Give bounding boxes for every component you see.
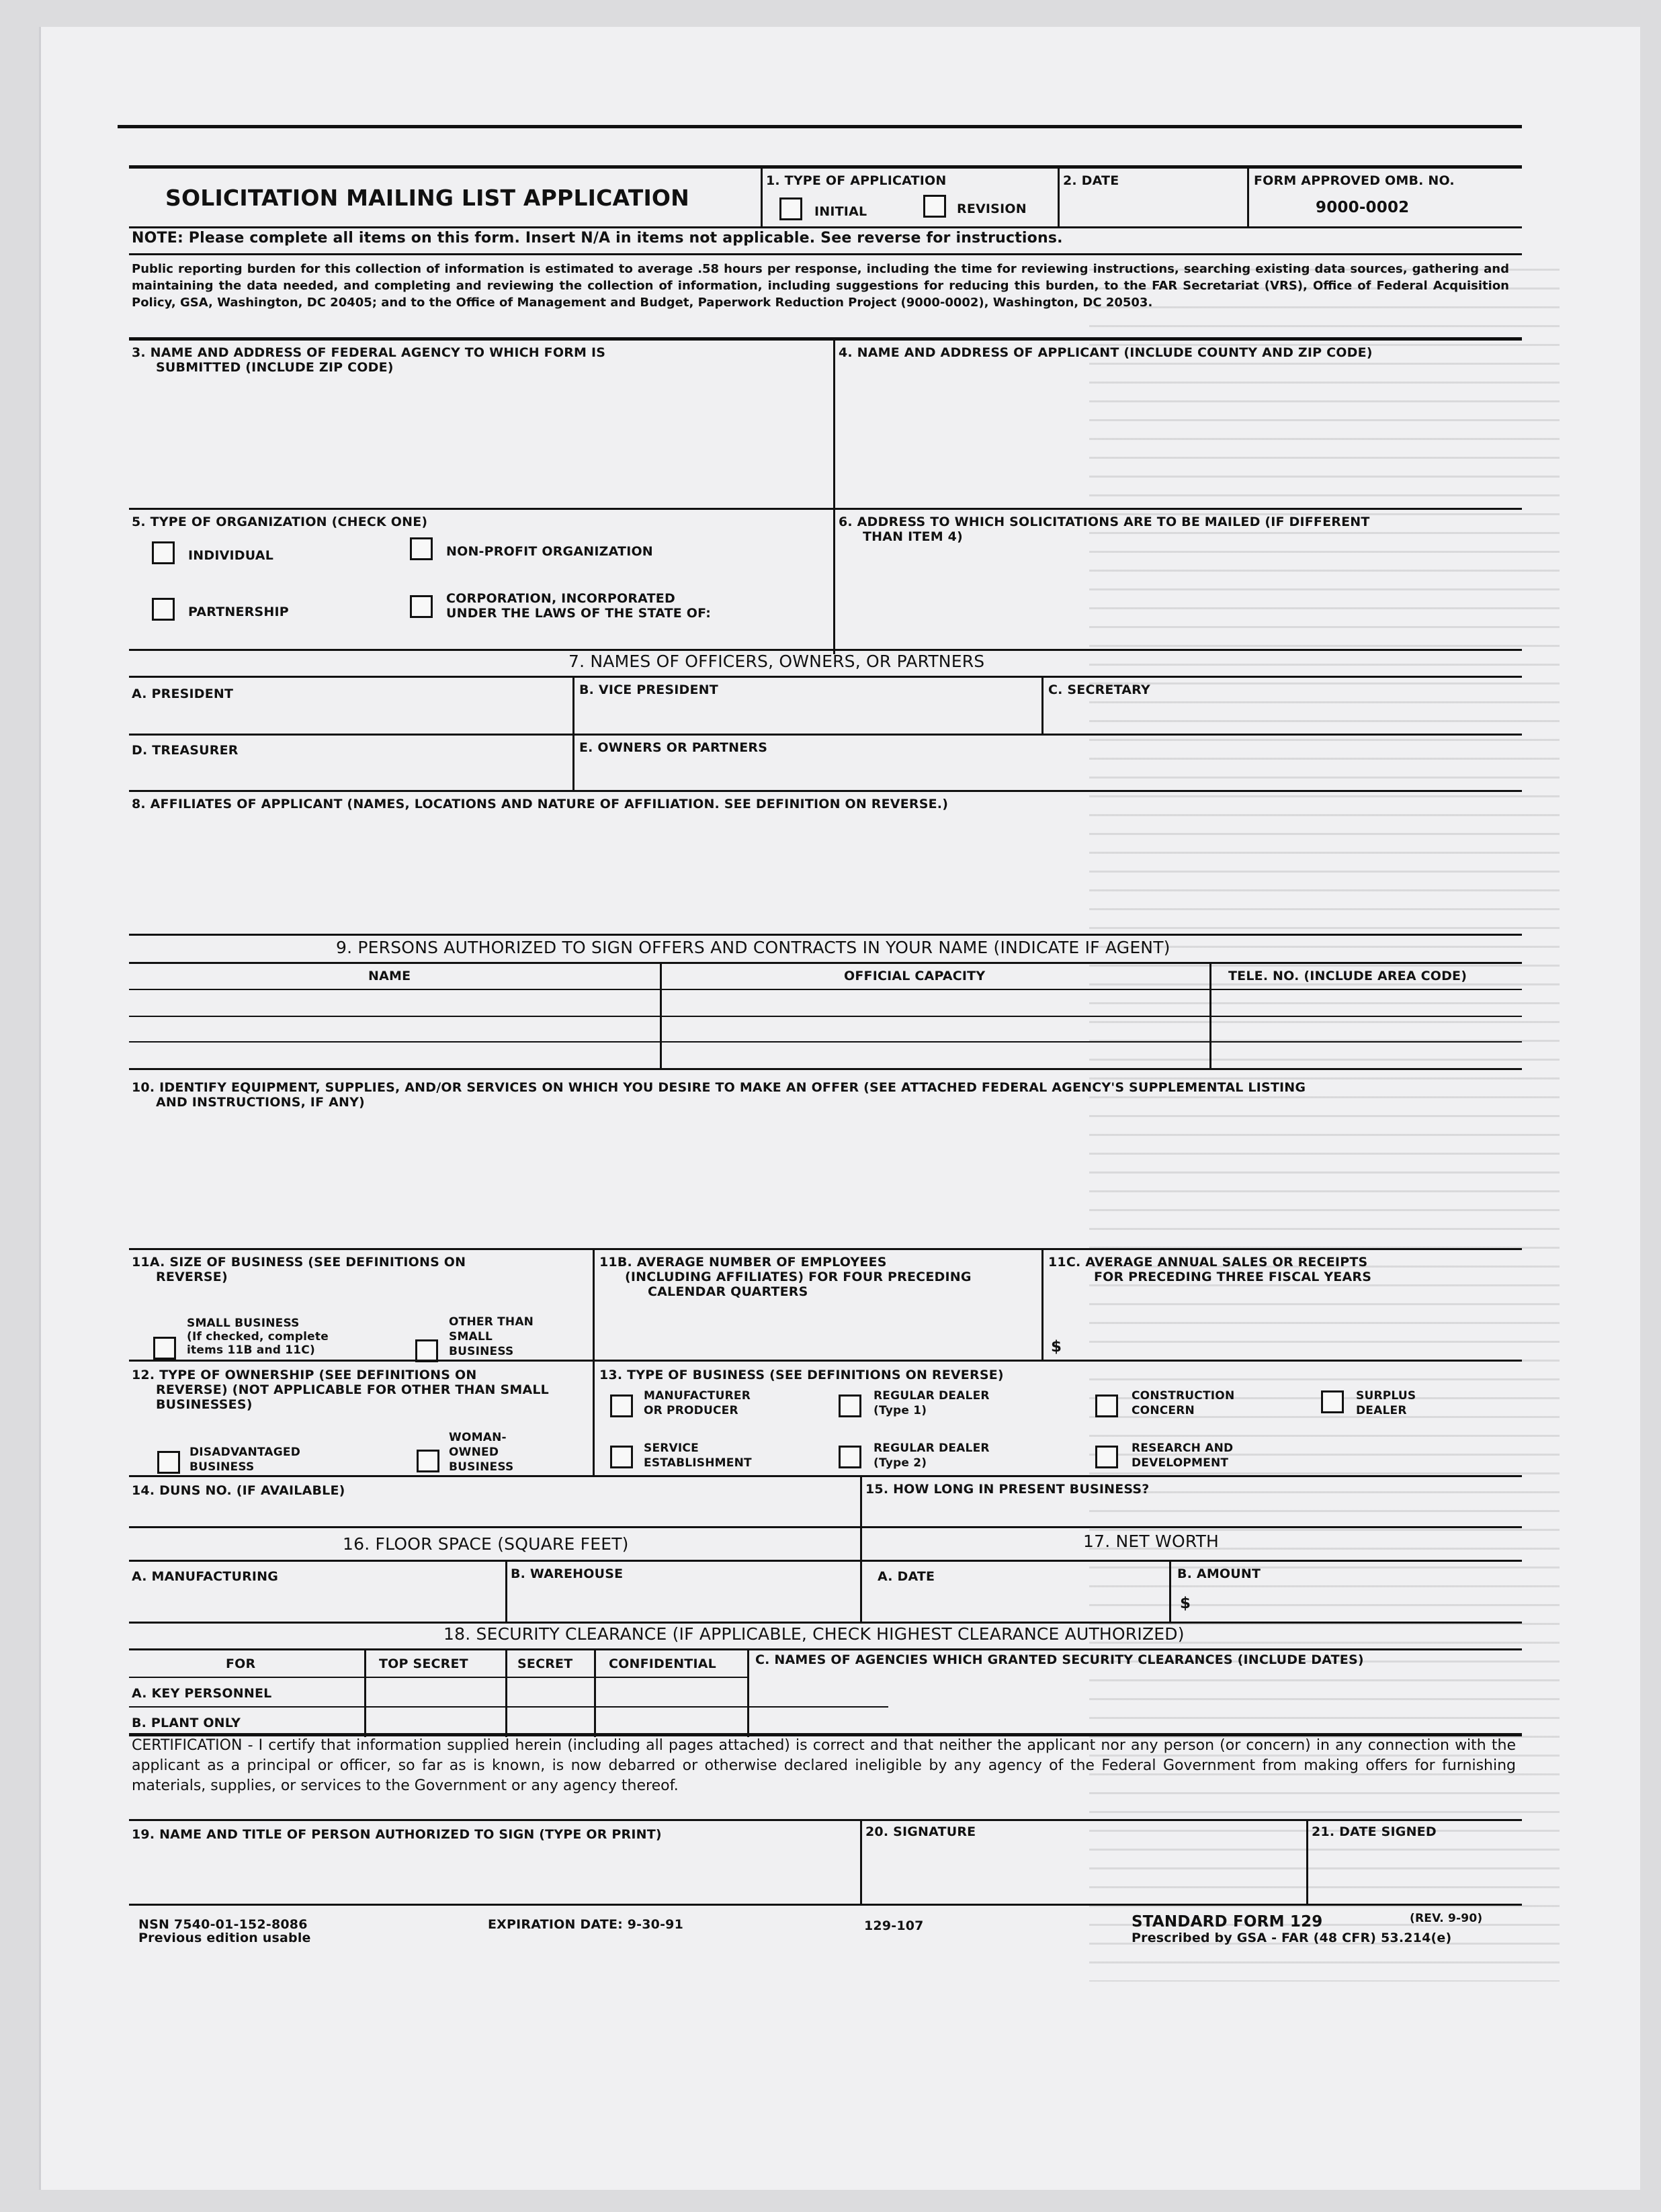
col-top-secret-label: TOP SECRET (379, 1656, 468, 1671)
item9-bottom-rule (129, 1068, 1522, 1070)
header-bottom-rule (129, 226, 1522, 228)
regular-dealer-1-label: REGULAR DEALER (874, 1389, 990, 1403)
manufacturer-label-2: OR PRODUCER (644, 1404, 738, 1417)
small-business-label-2: (If checked, complete (187, 1330, 329, 1343)
item3-label-2: SUBMITTED (INCLUDE ZIP CODE) (156, 360, 394, 375)
item10-bottom-rule (129, 1248, 1522, 1250)
item9-row-rule-1 (129, 989, 1522, 990)
manufacturer-label: MANUFACTURER (644, 1389, 751, 1403)
other-than-small-label-3: BUSINESS (449, 1345, 514, 1358)
nonprofit-checkbox[interactable] (410, 537, 433, 560)
header-divider-3 (1247, 167, 1249, 227)
item16-17-divider (860, 1526, 862, 1622)
item3-4-divider (833, 339, 835, 654)
woman-owned-label-2: OWNED (449, 1446, 499, 1459)
manufacturing-label: A. MANUFACTURING (132, 1569, 279, 1584)
partnership-checkbox[interactable] (152, 598, 175, 621)
col-for-label: FOR (226, 1656, 256, 1671)
small-business-label: SMALL BUSINESS (187, 1317, 300, 1330)
item11b-label-3: CALENDAR QUARTERS (648, 1284, 808, 1299)
item10-label-2: AND INSTRUCTIONS, IF ANY) (156, 1095, 365, 1110)
disadvantaged-label: DISADVANTAGED (189, 1446, 301, 1459)
form-title: SOLICITATION MAILING LIST APPLICATION (165, 185, 689, 211)
partnership-label: PARTNERSHIP (188, 605, 289, 619)
small-business-checkbox[interactable] (153, 1337, 176, 1360)
nsn-number: NSN 7540-01-152-8086 (138, 1917, 308, 1932)
item16-header-rule (129, 1560, 1522, 1562)
manufacturer-checkbox[interactable] (610, 1395, 633, 1417)
item9-row-rule-2 (129, 1016, 1522, 1017)
vice-president-label: B. VICE PRESIDENT (579, 682, 718, 697)
item11b-label-2: (INCLUDING AFFILIATES) FOR FOUR PRECEDING (625, 1270, 972, 1284)
surplus-dealer-label: SURPLUS (1356, 1389, 1416, 1403)
item18-divider-4 (747, 1650, 749, 1737)
item16-divider (505, 1561, 507, 1622)
item4-label: 4. NAME AND ADDRESS OF APPLICANT (INCLUDE COUNTY AND ZIP CODE) (839, 345, 1373, 360)
omb-number: 9000-0002 (1316, 199, 1410, 216)
item9-divider-2 (1209, 963, 1211, 1068)
item10-label: 10. IDENTIFY EQUIPMENT, SUPPLIES, AND/OR SERVICES ON WHICH YOU DESIRE TO MAKE AN OFFER (SEE ATTACHED FEDERAL AGENCY'S SUPPLEMENTAL LISTING (132, 1080, 1306, 1095)
item5-label: 5. TYPE OF ORGANIZATION (CHECK ONE) (132, 515, 428, 529)
certification-bottom-rule (129, 1819, 1522, 1821)
header-divider-1 (761, 167, 763, 227)
item7-mid-rule (129, 734, 1522, 736)
item18-divider-1 (364, 1650, 366, 1737)
item11c-label: 11C. AVERAGE ANNUAL SALES OR RECEIPTS (1048, 1255, 1368, 1270)
item19-20-divider (860, 1820, 862, 1904)
expiration-date: EXPIRATION DATE: 9-30-91 (488, 1917, 684, 1932)
item3-label: 3. NAME AND ADDRESS OF FEDERAL AGENCY TO WHICH FORM IS (132, 345, 606, 360)
regular-dealer-2-checkbox[interactable] (839, 1446, 861, 1468)
item20-label: 20. SIGNATURE (865, 1824, 976, 1839)
service-checkbox[interactable] (610, 1446, 633, 1468)
item6-label-2: THAN ITEM 4) (863, 529, 963, 544)
item9-divider-1 (660, 963, 662, 1068)
date-label: 2. DATE (1063, 173, 1119, 188)
col-capacity-label: OFFICIAL CAPACITY (844, 969, 986, 983)
item18-row-rule-2 (129, 1706, 888, 1708)
owners-label: E. OWNERS OR PARTNERS (579, 740, 768, 755)
surplus-dealer-label-2: DEALER (1356, 1404, 1407, 1417)
item12-label-3: BUSINESSES) (156, 1397, 253, 1412)
col-secret-label: SECRET (517, 1656, 573, 1671)
other-than-small-label: OTHER THAN (449, 1315, 534, 1329)
item8-label: 8. AFFILIATES OF APPLICANT (NAMES, LOCATIONS AND NATURE OF AFFILIATION. SEE DEFINITION ON REVERSE.) (132, 797, 949, 811)
regular-dealer-2-label: REGULAR DEALER (874, 1442, 990, 1455)
treasurer-label: D. TREASURER (132, 743, 239, 758)
plant-only-label: B. PLANT ONLY (132, 1716, 241, 1730)
corporation-label-2: UNDER THE LAWS OF THE STATE OF: (446, 606, 712, 621)
standard-form-number: STANDARD FORM 129 (1132, 1913, 1323, 1931)
item9-row-rule-3 (129, 1041, 1522, 1043)
col-confidential-label: CONFIDENTIAL (609, 1656, 716, 1671)
burden-bottom-rule (129, 337, 1522, 341)
item18-header-rule (129, 1648, 1522, 1650)
revision-date: (REV. 9-90) (1410, 1912, 1483, 1925)
item12-label: 12. TYPE OF OWNERSHIP (SEE DEFINITIONS ON (132, 1368, 477, 1382)
individual-label: INDIVIDUAL (188, 548, 274, 563)
item11c-label-2: FOR PRECEDING THREE FISCAL YEARS (1094, 1270, 1372, 1284)
initial-checkbox[interactable] (779, 197, 802, 220)
item11a-label: 11A. SIZE OF BUSINESS (SEE DEFINITIONS ON (132, 1255, 466, 1270)
construction-checkbox[interactable] (1095, 1395, 1118, 1417)
item7-bottom-rule (129, 790, 1522, 792)
other-than-small-checkbox[interactable] (415, 1339, 438, 1362)
item11c-dollar-sign: $ (1051, 1338, 1062, 1356)
item19-bottom-rule (129, 1904, 1522, 1906)
net-worth-date-label: A. DATE (878, 1569, 935, 1584)
item16-title: 16. FLOOR SPACE (SQUARE FEET) (343, 1534, 629, 1554)
disadvantaged-checkbox[interactable] (157, 1451, 180, 1474)
top-rule (118, 125, 1522, 128)
item11-bottom-rule (129, 1360, 1522, 1362)
research-label: RESEARCH AND (1132, 1442, 1234, 1455)
disadvantaged-label-2: BUSINESS (189, 1460, 255, 1474)
other-than-small-label-2: SMALL (449, 1330, 493, 1343)
header-divider-2 (1058, 167, 1060, 227)
key-personnel-label: A. KEY PERSONNEL (132, 1686, 272, 1701)
individual-checkbox[interactable] (152, 541, 175, 564)
item18-row-rule-1 (129, 1677, 747, 1678)
small-business-label-3: items 11B and 11C) (187, 1343, 315, 1357)
nonprofit-label: NON-PROFIT ORGANIZATION (446, 544, 653, 559)
item20-21-divider (1306, 1820, 1308, 1904)
item7-title: 7. NAMES OF OFFICERS, OWNERS, OR PARTNERS (568, 652, 985, 671)
item3-bottom-rule (129, 508, 1522, 510)
president-label: A. PRESIDENT (132, 687, 234, 701)
surplus-dealer-checkbox[interactable] (1321, 1390, 1344, 1413)
revision-label: REVISION (957, 202, 1027, 216)
item14-15-divider (860, 1476, 862, 1526)
item7-top-rule (129, 649, 1522, 651)
item15-label: 15. HOW LONG IN PRESENT BUSINESS? (865, 1482, 1150, 1497)
revision-checkbox[interactable] (923, 195, 946, 218)
item21-label: 21. DATE SIGNED (1312, 1824, 1437, 1839)
form-code: 129-107 (864, 1918, 924, 1933)
woman-owned-label-3: BUSINESS (449, 1460, 514, 1474)
service-label: SERVICE (644, 1442, 699, 1455)
item18c-label: C. NAMES OF AGENCIES WHICH GRANTED SECURITY CLEARANCES (INCLUDE DATES) (755, 1652, 1364, 1667)
corporation-label: CORPORATION, INCORPORATED (446, 591, 675, 606)
woman-owned-label: WOMAN- (449, 1431, 507, 1444)
research-checkbox[interactable] (1095, 1446, 1118, 1468)
item12-label-2: REVERSE) (NOT APPLICABLE FOR OTHER THAN SMALL (156, 1382, 549, 1397)
prescribed-by: Prescribed by GSA - FAR (48 CFR) 53.214(e) (1132, 1931, 1452, 1945)
regular-dealer-2-label-2: (Type 2) (874, 1456, 927, 1470)
type-of-application-label: 1. TYPE OF APPLICATION (766, 173, 947, 188)
item14-bottom-rule (129, 1526, 1522, 1528)
item11b-label: 11B. AVERAGE NUMBER OF EMPLOYEES (599, 1255, 887, 1270)
regular-dealer-1-label-2: (Type 1) (874, 1404, 927, 1417)
item18-divider-2 (505, 1650, 507, 1737)
certification-statement: CERTIFICATION - I certify that information supplied herein (including all pages attached) is correct and that neither the applicant nor any person (or concern) in any connection with the applicant as a principal or officer, so far as is known, is now debarred or otherwise declared ineligible by any agency of the Federal Government from making offers for furnishing materials, supplies, or services to the Government or any agency thereof. (132, 1737, 1516, 1794)
net-worth-dollar-sign: $ (1180, 1595, 1191, 1612)
omb-label: FORM APPROVED OMB. NO. (1254, 173, 1455, 188)
item11-divider-1 (593, 1249, 595, 1360)
research-label-2: DEVELOPMENT (1132, 1456, 1229, 1470)
woman-owned-checkbox[interactable] (417, 1450, 439, 1472)
net-worth-amount-label: B. AMOUNT (1177, 1566, 1261, 1581)
col-tele-label: TELE. NO. (INCLUDE AREA CODE) (1228, 969, 1467, 983)
item7-divider-2 (1041, 677, 1044, 734)
item17-divider (1169, 1561, 1171, 1622)
header-top-rule (129, 165, 1522, 169)
initial-label: INITIAL (814, 204, 867, 219)
item17-title: 17. NET WORTH (1083, 1532, 1220, 1551)
construction-label: CONSTRUCTION (1132, 1389, 1235, 1403)
note-text: NOTE: Please complete all items on this form. Insert N/A in items not applicable. See reverse for instructions. (132, 230, 1063, 247)
item12-bottom-rule (129, 1475, 1522, 1477)
item12-13-divider (593, 1361, 595, 1475)
item6-label: 6. ADDRESS TO WHICH SOLICITATIONS ARE TO BE MAILED (IF DIFFERENT (839, 515, 1370, 529)
item7-header-rule (129, 676, 1522, 678)
item14-label: 14. DUNS NO. (IF AVAILABLE) (132, 1483, 345, 1498)
item16-bottom-rule (129, 1622, 1522, 1624)
item11-divider-2 (1041, 1249, 1044, 1360)
item13-label: 13. TYPE OF BUSINESS (SEE DEFINITIONS ON REVERSE) (599, 1368, 1004, 1382)
previous-edition-note: Previous edition usable (138, 1931, 311, 1945)
service-label-2: ESTABLISHMENT (644, 1456, 752, 1470)
item18-divider-3 (594, 1650, 596, 1737)
regular-dealer-1-checkbox[interactable] (839, 1395, 861, 1417)
secretary-label: C. SECRETARY (1048, 682, 1150, 697)
item9-header-rule (129, 962, 1522, 964)
col-name-label: NAME (368, 969, 411, 983)
item9-title: 9. PERSONS AUTHORIZED TO SIGN OFFERS AND CONTRACTS IN YOUR NAME (INDICATE IF AGENT) (336, 938, 1170, 957)
construction-label-2: CONCERN (1132, 1404, 1195, 1417)
warehouse-label: B. WAREHOUSE (511, 1566, 624, 1581)
item19-label: 19. NAME AND TITLE OF PERSON AUTHORIZED TO SIGN (TYPE OR PRINT) (132, 1827, 662, 1842)
note-bottom-rule (129, 253, 1522, 255)
item11a-label-2: REVERSE) (156, 1270, 228, 1284)
corporation-checkbox[interactable] (410, 595, 433, 618)
item18-title: 18. SECURITY CLEARANCE (IF APPLICABLE, CHECK HIGHEST CLEARANCE AUTHORIZED) (443, 1624, 1185, 1644)
item8-bottom-rule (129, 934, 1522, 936)
burden-statement: Public reporting burden for this collection of information is estimated to average .58 hours per response, including the time for reviewing instructions, searching existing data sources, gathering and maintaining the data needed, and completing and reviewing the collection of information, including suggestions for reducing this burden, to the FAR Secretariat (VRS), Office of Federal Acquisition Policy, GSA, Washington, DC 20405; and to the Office of Management and Budget, Paperwork Reduction Project (9000-0002), Washington, DC 20503. (132, 262, 1509, 310)
